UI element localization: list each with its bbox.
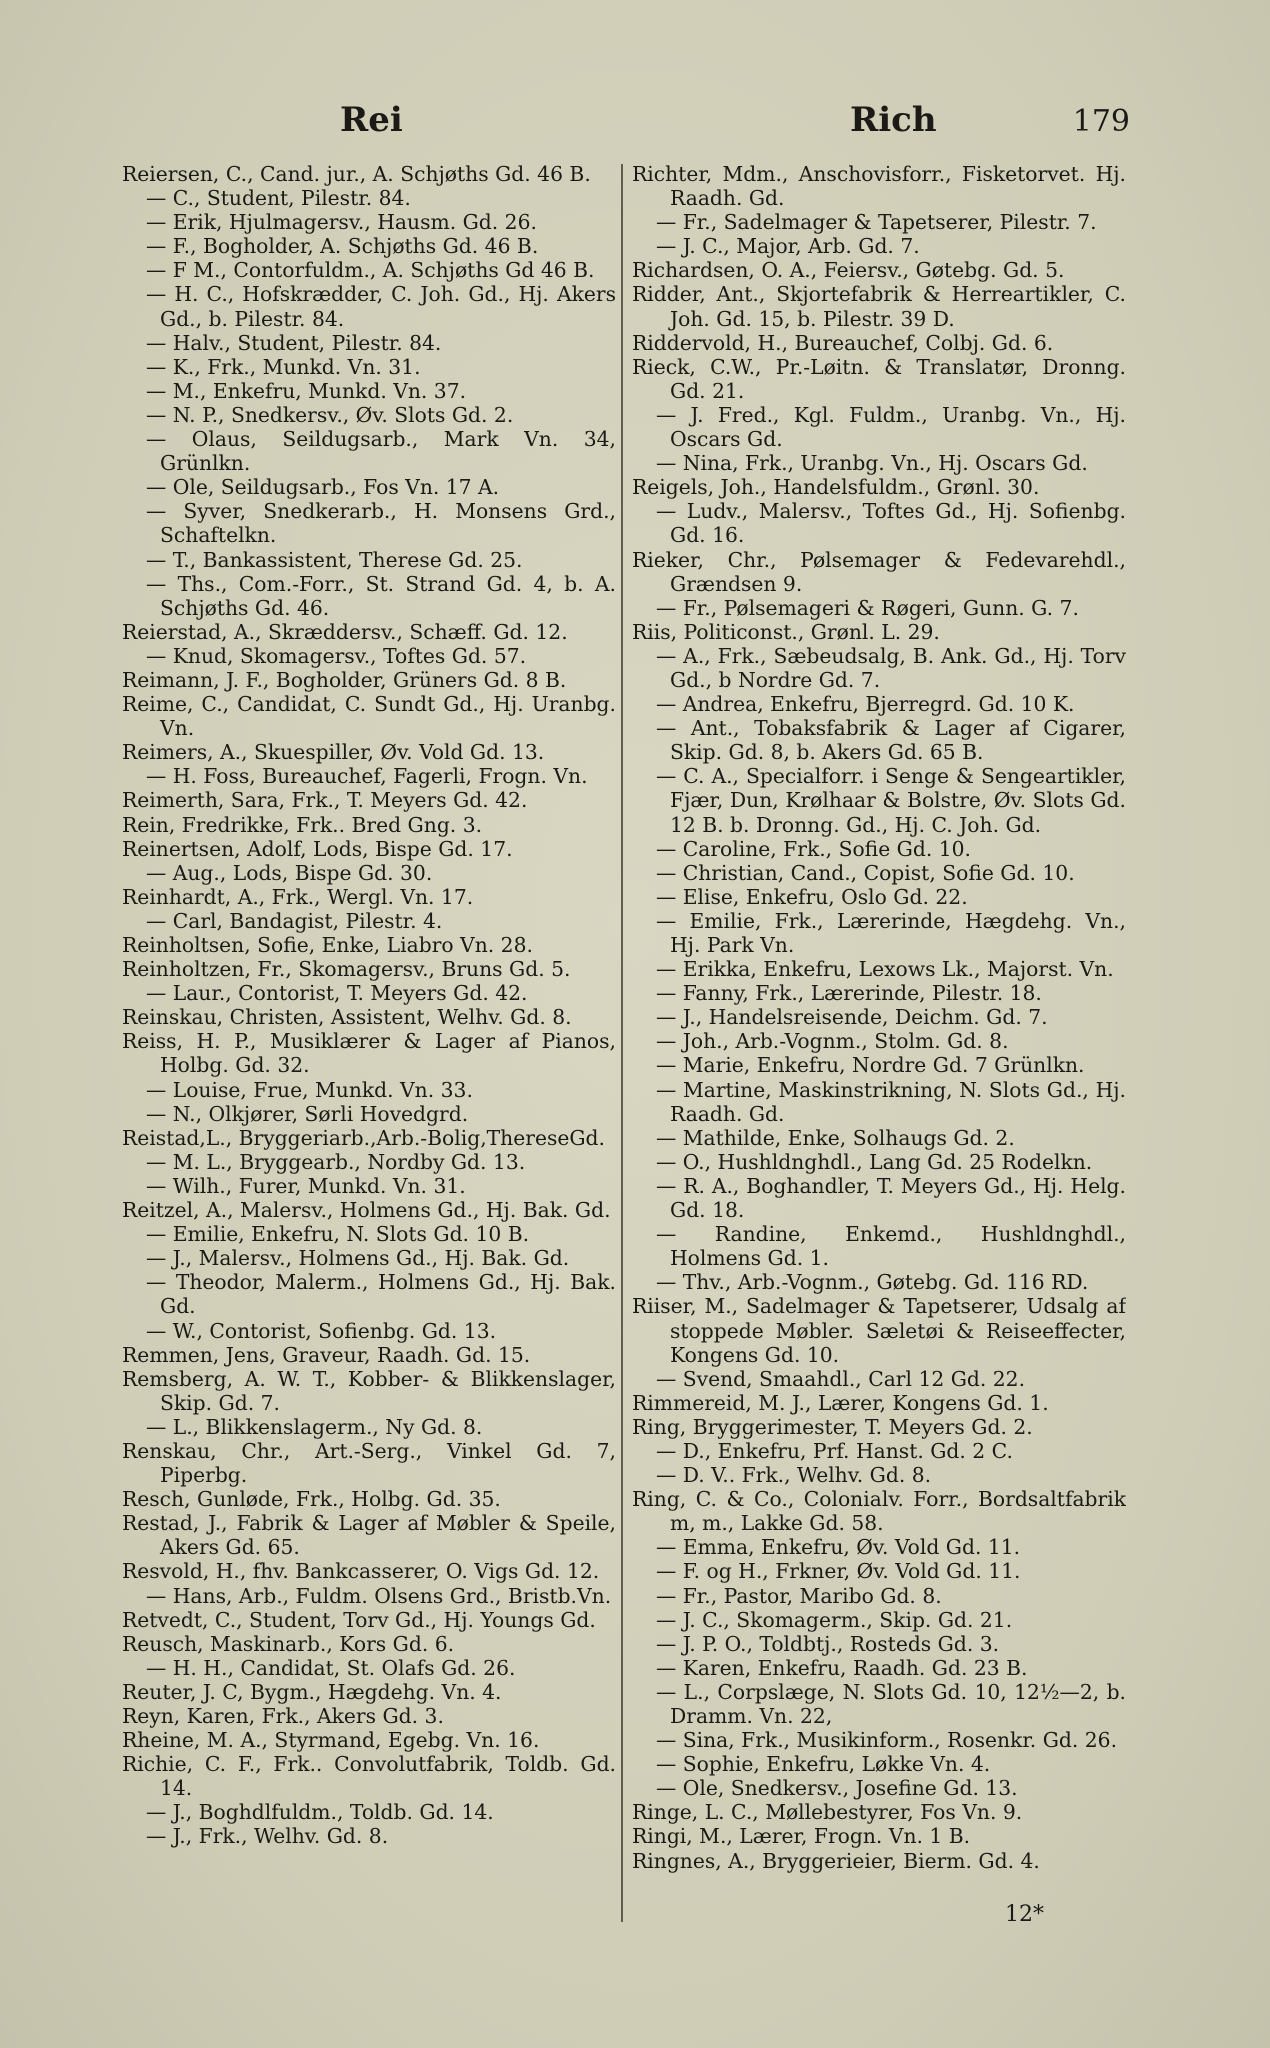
directory-entry: — L., Corpslæge, N. Slots Gd. 10, 12½—2, b. Dramm. Vn. 22, <box>656 1679 1126 1728</box>
directory-entry: — Emma, Enkefru, Øv. Vold Gd. 11. <box>656 1535 1021 1560</box>
directory-entry: — Louise, Frue, Munkd. Vn. 33. <box>146 1077 473 1102</box>
directory-entry: — L., Blikkenslagerm., Ny Gd. 8. <box>146 1414 483 1439</box>
header-right-catchword: Rich <box>850 100 937 140</box>
directory-entry: Richardsen, O. A., Feiersv., Gøtebg. Gd. 5. <box>632 258 1065 283</box>
directory-entry: Reinertsen, Adolf, Lods, Bispe Gd. 17. <box>122 836 513 861</box>
directory-entry: — J., Boghdlfuldm., Toldb. Gd. 14. <box>146 1800 494 1825</box>
directory-entry: Reimers, A., Skuespiller, Øv. Vold Gd. 13. <box>122 740 545 765</box>
directory-entry: Riiser, M., Sadelmager & Tapetserer, Udsalg af stoppede Møbler. Sæletøi & Reiseeffecter, Kongens Gd. 10. <box>632 1294 1126 1367</box>
directory-entry: Reinskau, Christen, Assistent, Welhv. Gd. 8. <box>122 1005 572 1030</box>
directory-entry: Rimmereid, M. J., Lærer, Kongens Gd. 1. <box>632 1390 1049 1415</box>
directory-entry: Reistad,L., Bryggeriarb.,Arb.-Bolig,ThereseGd. <box>122 1125 605 1150</box>
directory-entry: — C. A., Specialforr. i Senge & Sengeartikler, Fjær, Dun, Krølhaar & Bolstre, Øv. Slots Gd. 12 B. b. Dronng. Gd., Hj. C. Joh. Gd. <box>656 764 1126 837</box>
directory-entry: — J., Malersv., Holmens Gd., Hj. Bak. Gd. <box>146 1246 570 1271</box>
directory-entry: Reuter, J. C, Bygm., Hægdehg. Vn. 4. <box>122 1679 502 1704</box>
directory-entry: — J. C., Major, Arb. Gd. 7. <box>656 234 920 259</box>
directory-entry: Rieker, Chr., Pølsemager & Fedevarehdl., Grændsen 9. <box>632 547 1126 596</box>
directory-entry: Reimann, J. F., Bogholder, Grüners Gd. 8 B. <box>122 667 567 692</box>
column-divider <box>621 164 623 1922</box>
directory-entry: — Fr., Pastor, Maribo Gd. 8. <box>656 1583 942 1608</box>
directory-entry: Renskau, Chr., Art.-Serg., Vinkel Gd. 7, Piperbg. <box>122 1438 616 1488</box>
directory-entry: Resvold, H., fhv. Bankcasserer, O. Vigs Gd. 12. <box>122 1559 600 1584</box>
directory-entry: — A., Frk., Sæbeudsalg, B. Ank. Gd., Hj. Torv Gd., b Nordre Gd. 7. <box>656 643 1126 692</box>
signature-mark: 12* <box>1005 1902 1044 1927</box>
directory-entry: — Fanny, Frk., Lærerinde, Pilestr. 18. <box>656 981 1042 1006</box>
directory-entry: — Emilie, Enkefru, N. Slots Gd. 10 B. <box>146 1222 530 1247</box>
directory-entry: — Ole, Seildugsarb., Fos Vn. 17 A. <box>146 475 500 500</box>
directory-entry: — T., Bankassistent, Therese Gd. 25. <box>146 547 523 572</box>
directory-entry: Rein, Fredrikke, Frk.. Bred Gng. 3. <box>122 812 483 837</box>
directory-entry: Ring, Bryggerimester, T. Meyers Gd. 2. <box>632 1414 1033 1439</box>
directory-entry: — Ludv., Malersv., Toftes Gd., Hj. Sofienbg. Gd. 16. <box>656 499 1126 548</box>
directory-entry: Remsberg, A. W. T., Kobber- & Blikkenslager, Skip. Gd. 7. <box>122 1366 616 1415</box>
directory-entry: Retvedt, C., Student, Torv Gd., Hj. Youngs Gd. <box>122 1607 596 1632</box>
directory-entry: — R. A., Boghandler, T. Meyers Gd., Hj. Helg. Gd. 18. <box>656 1173 1126 1223</box>
directory-entry: Ringi, M., Lærer, Frogn. Vn. 1 B. <box>632 1824 971 1849</box>
directory-entry: — Ole, Snedkersv., Josefine Gd. 13. <box>656 1776 1018 1801</box>
directory-entry: — Sophie, Enkefru, Løkke Vn. 4. <box>656 1752 991 1777</box>
directory-entry: — Mathilde, Enke, Solhaugs Gd. 2. <box>656 1125 1015 1150</box>
directory-entry: Reimerth, Sara, Frk., T. Meyers Gd. 42. <box>122 788 528 813</box>
directory-entry: — K., Frk., Munkd. Vn. 31. <box>146 354 421 379</box>
directory-entry: — Christian, Cand., Copist, Sofie Gd. 10. <box>656 860 1075 885</box>
directory-entry: — Knud, Skomagersv., Toftes Gd. 57. <box>146 643 527 668</box>
directory-entry: — Andrea, Enkefru, Bjerregrd. Gd. 10 K. <box>656 692 1075 717</box>
directory-entry: — Sina, Frk., Musikinform., Rosenkr. Gd. 26. <box>656 1728 1118 1753</box>
directory-entry: Resch, Gunløde, Frk., Holbg. Gd. 35. <box>122 1487 501 1512</box>
directory-entry: — J. C., Skomagerm., Skip. Gd. 21. <box>656 1607 1013 1632</box>
directory-entry: Reitzel, A., Malersv., Holmens Gd., Hj. Bak. Gd. <box>122 1198 611 1223</box>
directory-entry: — H. H., Candidat, St. Olafs Gd. 26. <box>146 1655 516 1680</box>
directory-entry: Reime, C., Candidat, C. Sundt Gd., Hj. Uranbg. Vn. <box>122 692 616 741</box>
directory-entry: — O., Hushldnghdl., Lang Gd. 25 Rodelkn. <box>656 1149 1093 1174</box>
directory-entry: — F M., Contorfuldm., A. Schjøths Gd 46 B. <box>146 258 595 283</box>
directory-entry: — Fr., Pølsemageri & Røgeri, Gunn. G. 7. <box>656 595 1079 620</box>
directory-entry: — N. P., Snedkersv., Øv. Slots Gd. 2. <box>146 402 514 427</box>
directory-entry: Restad, J., Fabrik & Lager af Møbler & Speile, Akers Gd. 65. <box>122 1511 616 1560</box>
directory-entry: — Marie, Enkefru, Nordre Gd. 7 Grünlkn. <box>656 1053 1085 1078</box>
page-number: 179 <box>1072 104 1130 139</box>
directory-entry: — Elise, Enkefru, Oslo Gd. 22. <box>656 884 968 909</box>
directory-entry: Ridder, Ant., Skjortefabrik & Herreartikler, C. Joh. Gd. 15, b. Pilestr. 39 D. <box>632 282 1126 331</box>
directory-entry: — D. V.. Frk., Welhv. Gd. 8. <box>656 1463 932 1488</box>
directory-entry: Reinholtsen, Sofie, Enke, Liabro Vn. 28. <box>122 933 533 957</box>
directory-entry: — Hans, Arb., Fuldm. Olsens Grd., Bristb.Vn. <box>146 1583 612 1608</box>
directory-entry: — Olaus, Seildugsarb., Mark Vn. 34, Grünlkn. <box>146 427 616 476</box>
directory-entry: — C., Student, Pilestr. 84. <box>146 186 411 211</box>
directory-entry: — Erik, Hjulmagersv., Hausm. Gd. 26. <box>146 210 537 235</box>
directory-entry: — Caroline, Frk., Sofie Gd. 10. <box>656 836 971 861</box>
directory-entry: — J., Frk., Welhv. Gd. 8. <box>146 1824 389 1849</box>
directory-entry: Remmen, Jens, Graveur, Raadh. Gd. 15. <box>122 1342 531 1367</box>
directory-entry: — Laur., Contorist, T. Meyers Gd. 42. <box>146 981 528 1006</box>
directory-entry: Richter, Mdm., Anschovisforr., Fisketorvet. Hj. Raadh. Gd. <box>632 162 1126 211</box>
directory-entry: — W., Contorist, Sofienbg. Gd. 13. <box>146 1318 497 1343</box>
directory-entry: — Martine, Maskinstrikning, N. Slots Gd., Hj. Raadh. Gd. <box>656 1077 1126 1126</box>
directory-entry: — Fr., Sadelmager & Tapetserer, Pilestr. 7. <box>656 210 1097 235</box>
directory-entry: — Svend, Smaahdl., Carl 12 Gd. 22. <box>656 1366 1026 1391</box>
directory-entry: — Nina, Frk., Uranbg. Vn., Hj. Oscars Gd. <box>656 451 1088 476</box>
directory-entry: — Randine, Enkemd., Hushldnghdl., Holmens Gd. 1. <box>656 1222 1126 1271</box>
directory-entry: Riis, Politiconst., Grønl. L. 29. <box>632 619 940 644</box>
directory-entry: — Erikka, Enkefru, Lexows Lk., Majorst. Vn. <box>656 957 1114 982</box>
page-header <box>120 100 1130 150</box>
right-column <box>632 162 1126 1902</box>
directory-entry: — Carl, Bandagist, Pilestr. 4. <box>146 908 443 933</box>
directory-entry: — M. L., Bryggearb., Nordby Gd. 13. <box>146 1149 526 1174</box>
directory-entry: Richie, C. F., Frk.. Convolutfabrik, Toldb. Gd. 14. <box>122 1752 616 1801</box>
directory-entry: — J. P. O., Toldbtj., Rosteds Gd. 3. <box>656 1631 1000 1656</box>
directory-entry: Riddervold, H., Bureauchef, Colbj. Gd. 6. <box>632 330 1054 355</box>
directory-entry: — Syver, Snedkerarb., H. Monsens Grd., Schaftelkn. <box>146 499 616 548</box>
directory-entry: — Ths., Com.-Forr., St. Strand Gd. 4, b. A. Schjøths Gd. 46. <box>146 571 616 620</box>
directory-entry: — Theodor, Malerm., Holmens Gd., Hj. Bak. Gd. <box>146 1270 616 1319</box>
directory-entry: Reinhardt, A., Frk., Wergl. Vn. 17. <box>122 884 474 909</box>
directory-entry: — Joh., Arb.-Vognm., Stolm. Gd. 8. <box>656 1029 1009 1054</box>
directory-entry: — D., Enkefru, Prf. Hanst. Gd. 2 C. <box>656 1438 1013 1463</box>
directory-entry: Ring, C. & Co., Colonialv. Forr., Bordsaltfabrik m, m., Lakke Gd. 58. <box>632 1487 1126 1536</box>
directory-entry: — Thv., Arb.-Vognm., Gøtebg. Gd. 116 RD. <box>656 1270 1089 1295</box>
directory-entry: Rieck, C.W., Pr.-Løitn. & Translatør, Dronng. Gd. 21. <box>632 354 1126 403</box>
directory-entry: Reusch, Maskinarb., Kors Gd. 6. <box>122 1631 455 1656</box>
directory-entry: — H. C., Hofskrædder, C. Joh. Gd., Hj. Akers Gd., b. Pilestr. 84. <box>146 282 616 331</box>
directory-entry: — M., Enkefru, Munkd. Vn. 37. <box>146 378 467 403</box>
directory-entry: Rheine, M. A., Styrmand, Egebg. Vn. 16. <box>122 1728 540 1753</box>
header-left-catchword: Rei <box>340 100 403 140</box>
directory-entry: — Halv., Student, Pilestr. 84. <box>146 330 442 355</box>
directory-entry: — F. og H., Frkner, Øv. Vold Gd. 11. <box>656 1559 1021 1584</box>
left-column <box>122 162 616 1902</box>
directory-entry: — Wilh., Furer, Munkd. Vn. 31. <box>146 1173 466 1198</box>
directory-entry: — Karen, Enkefru, Raadh. Gd. 23 B. <box>656 1655 1028 1680</box>
directory-entry: Reigels, Joh., Handelsfuldm., Grønl. 30. <box>632 475 1040 500</box>
directory-entry: — Emilie, Frk., Lærerinde, Hægdehg. Vn., Hj. Park Vn. <box>656 908 1126 957</box>
directory-entry: — N., Olkjører, Sørli Hovedgrd. <box>146 1101 469 1126</box>
directory-entry: — J. Fred., Kgl. Fuldm., Uranbg. Vn., Hj. Oscars Gd. <box>656 402 1126 452</box>
directory-entry: Reinholtzen, Fr., Skomagersv., Bruns Gd. 5. <box>122 957 571 982</box>
directory-entry: Reierstad, A., Skræddersv., Schæff. Gd. 12. <box>122 619 568 644</box>
directory-entry: Ringe, L. C., Møllebestyrer, Fos Vn. 9. <box>632 1800 1023 1825</box>
directory-entry: Ringnes, A., Bryggerieier, Bierm. Gd. 4. <box>632 1848 1040 1873</box>
directory-entry: — Ant., Tobaksfabrik & Lager af Cigarer, Skip. Gd. 8, b. Akers Gd. 65 B. <box>656 716 1126 765</box>
directory-entry: — H. Foss, Bureauchef, Fagerli, Frogn. Vn. <box>146 764 588 789</box>
directory-entry: Reyn, Karen, Frk., Akers Gd. 3. <box>122 1704 444 1728</box>
directory-entry: — F., Bogholder, A. Schjøths Gd. 46 B. <box>146 234 539 259</box>
directory-entry: — J., Handelsreisende, Deichm. Gd. 7. <box>656 1005 1048 1030</box>
directory-entry: Reiersen, C., Cand. jur., A. Schjøths Gd. 46 B. <box>122 162 591 186</box>
directory-entry: — Aug., Lods, Bispe Gd. 30. <box>146 860 433 885</box>
directory-entry: Reiss, H. P., Musiklærer & Lager af Pianos, Holbg. Gd. 32. <box>122 1029 616 1078</box>
